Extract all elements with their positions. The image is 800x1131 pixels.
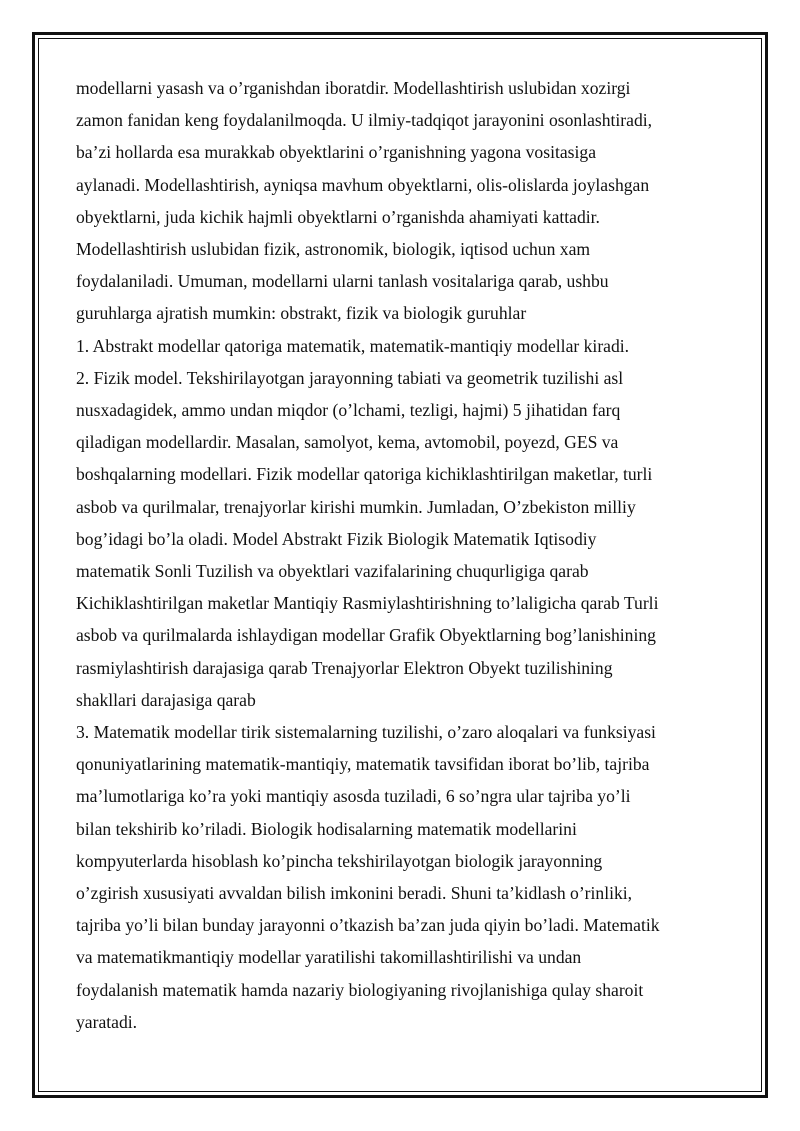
text-line: matematik Sonli Tuzilish va obyektlari vazifalarining chuqurligiga qarab xyxy=(76,561,589,582)
text-line: asbob va qurilmalar, trenajyorlar kirishi mumkin. Jumladan, O’zbekiston milliy xyxy=(76,496,636,517)
text-line: qiladigan modellardir. Masalan, samolyot, kema, avtomobil, poyezd, GES va xyxy=(76,432,619,453)
text-line: obyektlarni, juda kichik hajmli obyektlarni o’rganishda ahamiyati kattadir. xyxy=(76,206,600,227)
text-line: o’zgirish xususiyati avvaldan bilish imkonini beradi. Shuni ta’kidlash o’rinliki, xyxy=(76,883,633,904)
text-line: shakllari darajasiga qarab xyxy=(76,689,256,710)
text-line: va matematikmantiqiy modellar yaratilishi takomillashtirilishi va undan xyxy=(76,947,582,968)
text-line: guruhlarga ajratish mumkin: obstrakt, fizik va biologik guruhlar xyxy=(76,303,527,324)
text-line: nusxadagidek, ammo undan miqdor (o’lchami, tezligi, hajmi) 5 jihatidan farq xyxy=(76,400,621,421)
list-item-1: 1. Abstrakt modellar qatoriga matematik, matematik-mantiqiy modellar kiradi. xyxy=(76,335,630,356)
text-line: Modellashtirish uslubidan fizik, astronomik, biologik, iqtisod uchun xam xyxy=(76,239,591,260)
text-line: Kichiklashtirilgan maketlar Mantiqiy Rasmiylashtirishning to’laligicha qarab Turli xyxy=(76,593,659,614)
text-line: tajriba yo’li bilan bunday jarayonni o’tkazish ba’zan juda qiyin bo’ladi. Matematik xyxy=(76,915,660,936)
text-line: bog’idagi bo’la oladi. Model Abstrakt Fizik Biologik Matematik Iqtisodiy xyxy=(76,528,597,549)
text-line: ma’lumotlariga ko’ra yoki mantiqiy asosda tuziladi, 6 so’ngra ular tajriba yo’li xyxy=(76,786,631,807)
text-line: yaratadi. xyxy=(76,1011,138,1032)
text-line: boshqalarning modellari. Fizik modellar qatoriga kichiklashtirilgan maketlar, turli xyxy=(76,464,653,485)
text-line: foydalaniladi. Umuman, modellarni ularni tanlash vositalariga qarab, ushbu xyxy=(76,271,609,292)
text-line: aylanadi. Modellashtirish, ayniqsa mavhum obyektlarni, olis-olislarda joylashgan xyxy=(76,174,650,195)
list-item-3: 3. Matematik modellar tirik sistemalarning tuzilishi, o’zaro aloqalari va funksiyasi xyxy=(76,722,656,743)
text-line: kompyuterlarda hisoblash ko’pincha tekshirilayotgan biologik jarayonning xyxy=(76,850,603,871)
text-line: foydalanish matematik hamda nazariy biologiyaning rivojlanishiga qulay sharoit xyxy=(76,979,644,1000)
text-line: zamon fanidan keng foydalanilmoqda. U ilmiy-tadqiqot jarayonini osonlashtiradi, xyxy=(76,110,653,131)
text-line: qonuniyatlarining matematik-mantiqiy, matematik tavsifidan iborat bo’lib, tajriba xyxy=(76,754,650,775)
text-line: modellarni yasash va o’rganishdan iboratdir. Modellashtirish uslubidan xozirgi xyxy=(76,78,631,98)
text-line: bilan tekshirib ko’riladi. Biologik hodisalarning matematik modellarini xyxy=(76,818,577,839)
text-line: rasmiylashtirish darajasiga qarab Trenajyorlar Elektron Obyekt tuzilishining xyxy=(76,657,613,678)
text-line: ba’zi hollarda esa murakkab obyektlarini o’rganishning yagona vositasiga xyxy=(76,142,597,163)
list-item-2: 2. Fizik model. Tekshirilayotgan jarayonning tabiati va geometrik tuzilishi asl xyxy=(76,367,624,388)
text-line: asbob va qurilmalarda ishlaydigan modellar Grafik Obyektlarning bog’lanishining xyxy=(76,625,656,646)
document-body xyxy=(76,72,716,1038)
